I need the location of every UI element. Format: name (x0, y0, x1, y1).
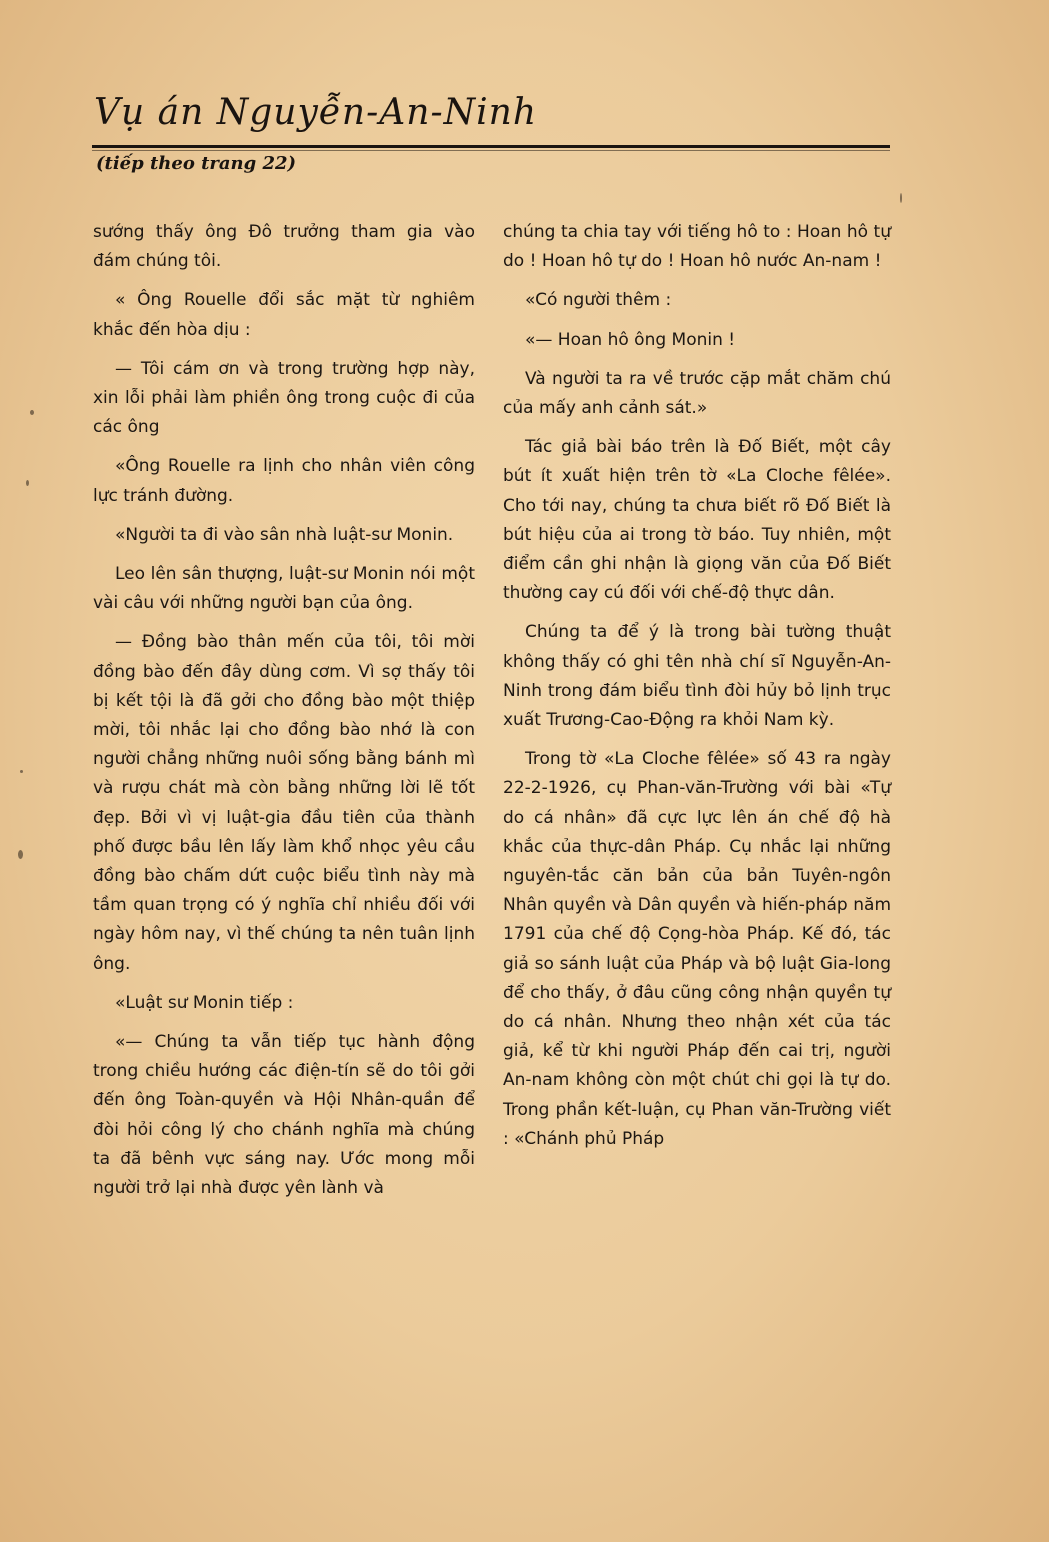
paragraph: — Đồng bào thân mến của tôi, tôi mời đồng bào đến đây dùng cơm. Vì sợ thấy tôi bị kết tội là đã gởi cho đồng bào một thiệp mời, tôi nhắc lại cho đồng bào nhớ là con người chẳng những nuôi sống bằng bánh mì và rượu chát mà còn bằng những lời lẽ tốt đẹp. Bởi vì vị luật-gia đầu tiên của thành phố được bầu lên lấy làm khổ nhọc yêu cầu đồng bào chấm dứt cuộc biểu tình này mà tầm quan trọng có ý nghĩa chỉ nhiều đối với ngày hôm nay, vì thế chúng ta nên tuân lịnh ông. (93, 632, 475, 974)
title-rule (92, 145, 890, 148)
paragraph: «Người ta đi vào sân nhà luật-sư Monin. (115, 524, 454, 545)
right-column (503, 218, 891, 1164)
paragraph: «Ông Rouelle ra lịnh cho nhân viên công lực tránh đường. (93, 456, 475, 506)
paragraph: «Luật sư Monin tiếp : (115, 992, 294, 1013)
paper-speck (26, 480, 29, 486)
article-title: Vụ án Nguyễn-An-Ninh (94, 92, 538, 133)
paper-speck (20, 770, 23, 773)
title-rule-thin (92, 150, 890, 151)
paragraph: sướng thấy ông Đô trưởng tham gia vào đám chúng tôi. (93, 222, 475, 272)
paragraph: «Có người thêm : (525, 290, 672, 311)
paragraph: chúng ta chia tay với tiếng hô to : Hoan hô tự do ! Hoan hô tự do ! Hoan hô nước An-nam ! (503, 222, 891, 272)
paragraph: Tác giả bài báo trên là Đố Biết, một cây bút ít xuất hiện trên tờ «La Cloche fêlée». Cho tới nay, chúng ta chưa biết rõ Đố Biết là bút hiệu của ai trong tờ báo. Tuy nhiên, một điểm cần ghi nhận là giọng văn của Đố Biết thường cay cú đối với chế-độ thực dân. (503, 437, 891, 604)
paragraph: Leo lên sân thượng, luật-sư Monin nói một vài câu với những người bạn của ông. (93, 564, 475, 614)
paper-speck (900, 193, 902, 203)
paragraph: Trong tờ «La Cloche fêlée» số 43 ra ngày 22-2-1926, cụ Phan-văn-Trường với bài «Tự do cá nhân» đã cực lực lên án chế độ hà khắc của thực-dân Pháp. Cụ nhắc lại những nguyên-tắc căn bản của bản Tuyên-ngôn Nhân quyền và Dân quyền và hiến-pháp năm 1791 của chế độ Cọng-hòa Pháp. Kế đó, tác giả so sánh luật của Pháp và bộ luật Gia-long để cho thấy, ở đâu cũng công nhận quyền tự do cá nhân. Nhưng theo nhận xét của tác giả, kể từ khi người Pháp đến cai trị, người An-nam không còn một chút chi gọi là tự do. Trong phần kết-luận, cụ Phan văn-Trường viết : «Chánh phủ Pháp (503, 749, 891, 1149)
paper-speck (18, 850, 23, 859)
left-column (93, 218, 475, 1213)
paragraph: « Ông Rouelle đổi sắc mặt từ nghiêm khắc đến hòa dịu : (93, 290, 475, 340)
continued-note: (tiếp theo trang 22) (96, 153, 297, 174)
paper-speck (30, 410, 34, 415)
paragraph: «— Chúng ta vẫn tiếp tục hành động trong chiều hướng các điện-tín sẽ do tôi gởi đến ông Toàn-quyền và Hội Nhân-quần để đòi hỏi công lý cho chánh nghĩa mà chúng ta đã bênh vực sáng nay. Ước mong mỗi người trở lại nhà được yên lành và (93, 1032, 475, 1199)
paragraph: «— Hoan hô ông Monin ! (525, 329, 736, 350)
paragraph: — Tôi cám ơn và trong trường hợp này, xin lỗi phải làm phiền ông trong cuộc đi của các ông (93, 358, 475, 438)
paragraph: Và người ta ra về trước cặp mắt chăm chú của mấy anh cảnh sát.» (503, 368, 891, 419)
paragraph: Chúng ta để ý là trong bài tường thuật không thấy có ghi tên nhà chí sĩ Nguyễn-An-Ninh trong đám biểu tình đòi hủy bỏ lịnh trục xuất Trương-Cao-Động ra khỏi Nam kỳ. (503, 622, 891, 731)
